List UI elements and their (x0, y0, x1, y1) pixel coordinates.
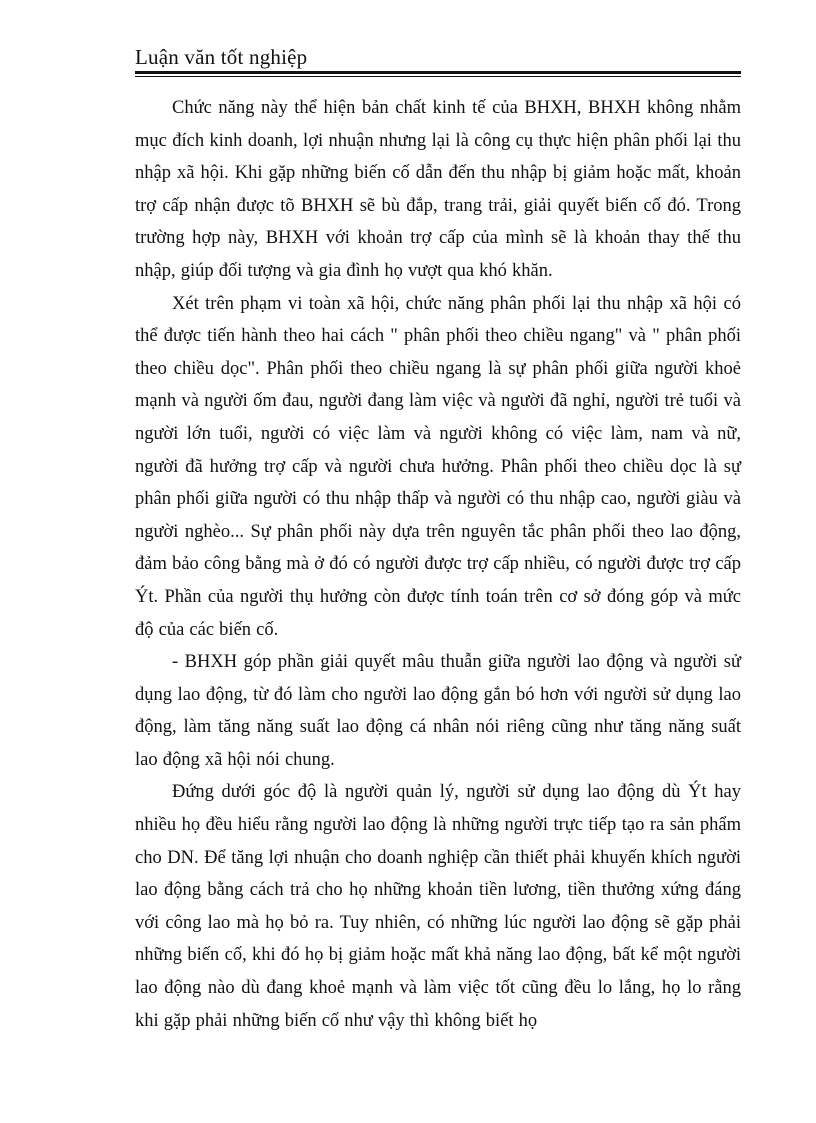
header-rule-thick (135, 71, 741, 74)
paragraph-4: Đứng dưới góc độ là người quản lý, người sử dụng lao động dù Ýt hay nhiều họ đều hiểu rằng người lao động là những người trực tiếp tạo ra sản phẩm cho DN. Để tăng lợi nhuận cho doanh nghiệp cần thiết phải khuyến khích người lao động bằng cách trả cho họ những khoản tiền lương, tiền thưởng xứng đáng với công lao mà họ bỏ ra. Tuy nhiên, có những lúc người lao động sẽ gặp phải những biến cố, khi đó họ bị giảm hoặc mất khả năng lao động, bất kể một người lao động nào dù đang khoẻ mạnh và làm việc tốt cũng đều lo lắng, họ lo rằng khi gặp phải những biến cố như vậy thì không biết họ (135, 782, 741, 1031)
paragraph-3: - BHXH góp phần giải quyết mâu thuẫn giữa người lao động và người sử dụng lao động, từ đó làm cho người lao động gắn bó hơn với người sử dụng lao động, làm tăng năng suất lao động cá nhân nói riêng cũng như tăng năng suất lao động xã hội nói chung. (135, 652, 741, 770)
header-rule-thin (135, 76, 741, 77)
body-text (135, 92, 741, 1037)
page-header-title: Luận văn tốt nghiệp (135, 45, 308, 69)
paragraph-2: Xét trên phạm vi toàn xã hội, chức năng phân phối lại thu nhập xã hội có thể được tiến hành theo hai cách " phân phối theo chiều ngang" và " phân phối theo chiều dọc". Phân phối theo chiều ngang là sự phân phối giữa người khoẻ mạnh và người ốm đau, người đang làm việc và người đã nghỉ, người trẻ tuổi và người lớn tuổi, người có việc làm và người không có việc làm, nam và nữ, người đã hưởng trợ cấp và người chưa hưởng. Phân phối theo chiều dọc là sự phân phối giữa người có thu nhập thấp và người có thu nhập cao, người giàu và người nghèo... Sự phân phối này dựa trên nguyên tắc phân phối theo lao động, đảm bảo công bằng mà ở đó có người được trợ cấp nhiều, có người được trợ cấp Ýt. Phần của người thụ hưởng còn được tính toán trên cơ sở đóng góp và mức độ của các biến cố. (135, 293, 741, 640)
paragraph-1: Chức năng này thể hiện bản chất kinh tế của BHXH, BHXH không nhằm mục đích kinh doanh, lợi nhuận nhưng lại là công cụ thực hiện phân phối lại thu nhập xã hội. Khi gặp những biến cố dẫn đến thu nhập bị giảm hoặc mất, khoản trợ cấp nhận được tõ BHXH sẽ bù đắp, trang trải, giải quyết biến cố đó. Trong trường hợp này, BHXH với khoản trợ cấp của mình sẽ là khoản thay thế thu nhập, giúp đối tượng và gia đình họ vượt qua khó khăn. (135, 98, 741, 281)
